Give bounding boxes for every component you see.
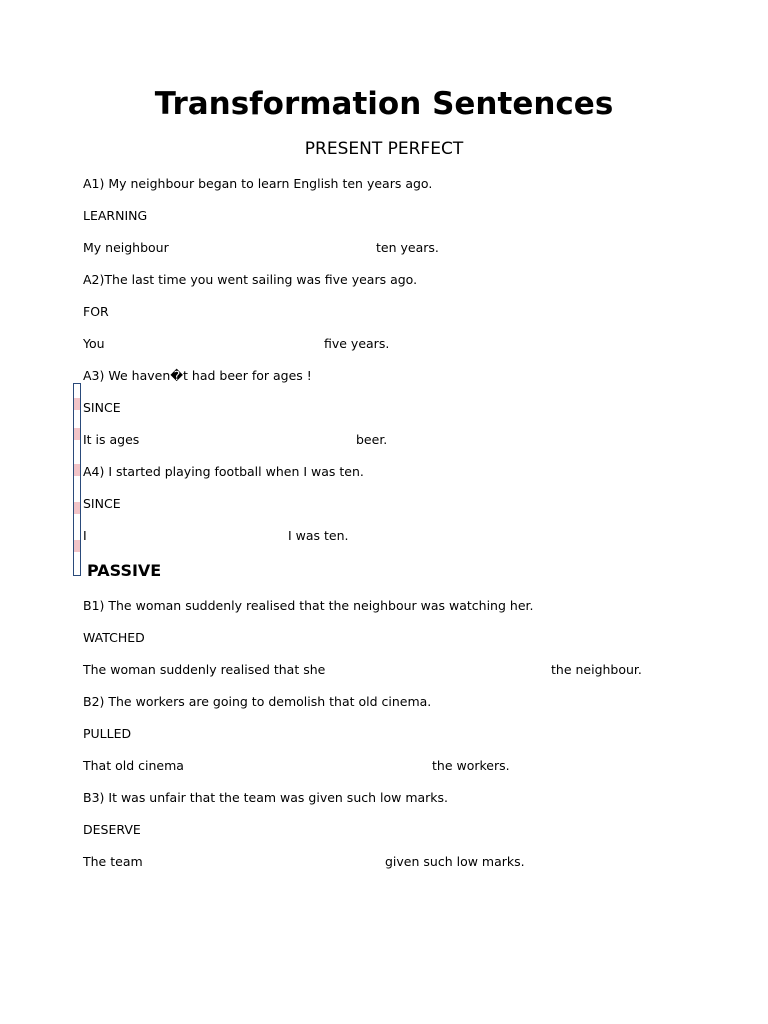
answer-b3 xyxy=(83,854,525,918)
answer-a1-end: ten years. xyxy=(376,240,439,255)
answer-b1-start: The woman suddenly realised that she xyxy=(83,662,326,677)
change-bar-mark xyxy=(74,464,80,476)
answer-b3-start: The team xyxy=(83,854,143,869)
answer-b2-end: the workers. xyxy=(432,758,510,773)
answer-a3-start: It is ages xyxy=(83,432,140,447)
keyword-a2: FOR xyxy=(83,304,109,319)
section-heading-present-perfect: PRESENT PERFECT xyxy=(304,139,464,159)
question-a3: A3) We haven�t had beer for ages ! xyxy=(83,368,312,383)
margin-change-bar xyxy=(73,383,81,576)
keyword-b3: DESERVE xyxy=(83,822,141,837)
answer-a4-start: I xyxy=(83,528,87,543)
change-bar-mark xyxy=(74,428,80,440)
question-b1: B1) The woman suddenly realised that the neighbour was watching her. xyxy=(83,598,534,613)
question-a4: A4) I started playing football when I was ten. xyxy=(83,464,364,479)
answer-a3-end: beer. xyxy=(356,432,388,447)
answer-b3-end: given such low marks. xyxy=(385,854,525,869)
keyword-a3: SINCE xyxy=(83,400,121,415)
change-bar-mark xyxy=(74,502,80,514)
keyword-b2: PULLED xyxy=(83,726,132,741)
question-a1: A1) My neighbour began to learn English ten years ago. xyxy=(83,176,433,191)
change-bar-mark xyxy=(74,540,80,552)
question-b2: B2) The workers are going to demolish that old cinema. xyxy=(83,694,432,709)
page-title: Transformation Sentences xyxy=(154,86,614,122)
answer-b1-end: the neighbour. xyxy=(551,662,642,677)
answer-a2-start: You xyxy=(83,336,105,351)
answer-a1-start: My neighbour xyxy=(83,240,169,255)
keyword-a1: LEARNING xyxy=(83,208,148,223)
question-a2: A2)The last time you went sailing was five years ago. xyxy=(83,272,418,287)
section-heading-passive: PASSIVE xyxy=(87,561,162,580)
question-b3: B3) It was unfair that the team was given such low marks. xyxy=(83,790,449,805)
change-bar-mark xyxy=(74,398,80,410)
answer-a2-end: five years. xyxy=(324,336,390,351)
answer-a4-end: I was ten. xyxy=(288,528,349,543)
answer-b2-start: That old cinema xyxy=(83,758,184,773)
keyword-b1: WATCHED xyxy=(83,630,145,645)
keyword-a4: SINCE xyxy=(83,496,121,511)
